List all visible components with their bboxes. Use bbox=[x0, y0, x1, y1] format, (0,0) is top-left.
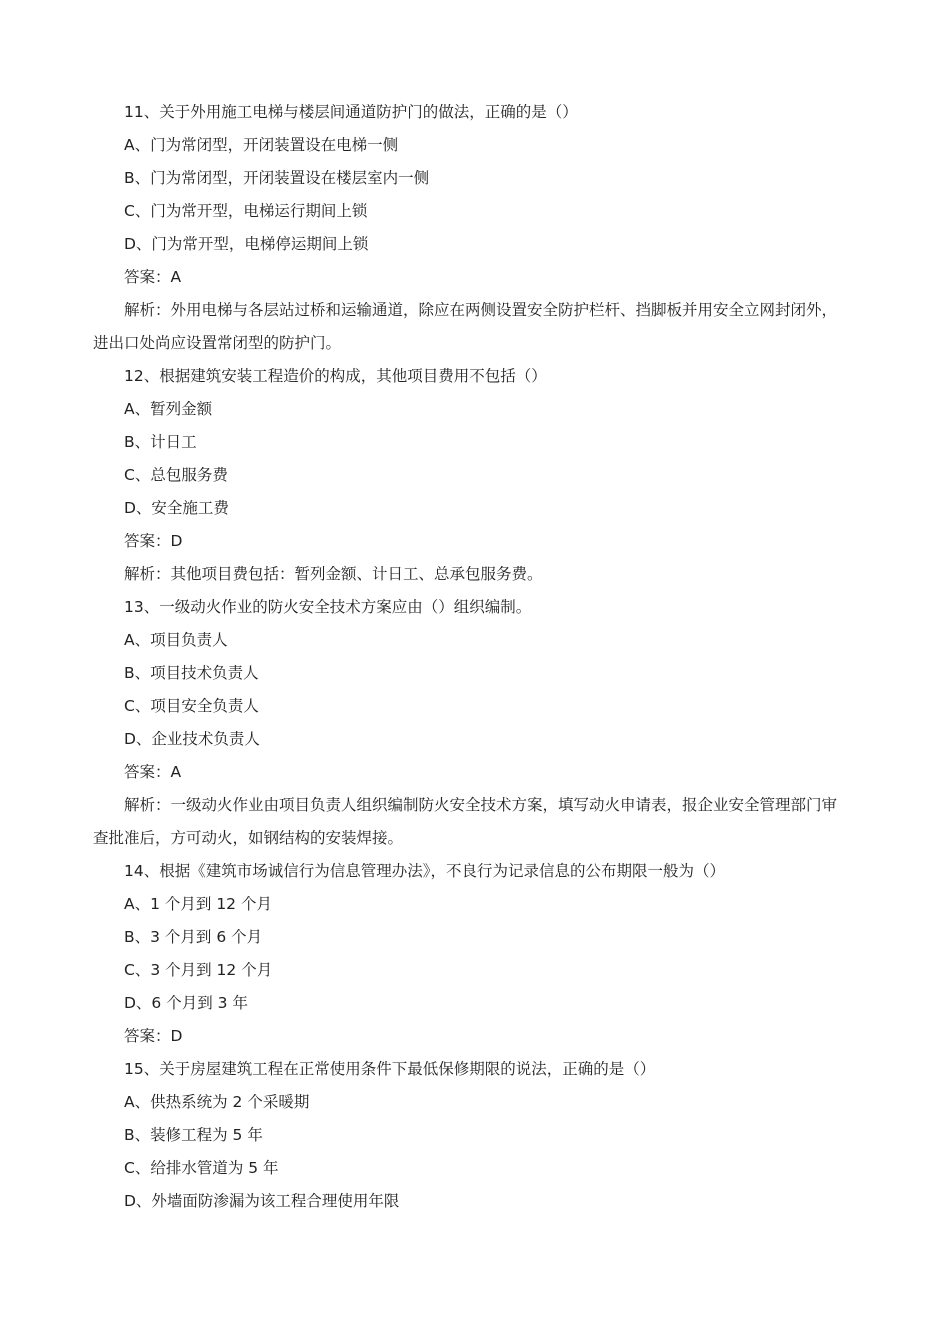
option-c: C、给排水管道为 5 年 bbox=[124, 1159, 279, 1177]
question-stem: 11、关于外用施工电梯与楼层间通道防护门的做法，正确的是（） bbox=[124, 103, 578, 121]
option-b: B、3 个月到 6 个月 bbox=[124, 928, 263, 946]
question-stem: 12、根据建筑安装工程造价的构成，其他项目费用不包括（） bbox=[124, 367, 547, 385]
question-stem: 15、关于房屋建筑工程在正常使用条件下最低保修期限的说法，正确的是（） bbox=[124, 1060, 656, 1078]
question-stem: 14、根据《建筑市场诚信行为信息管理办法》，不良行为记录信息的公布期限一般为（） bbox=[124, 862, 725, 880]
answer: 答案：D bbox=[124, 1027, 183, 1045]
option-b: B、计日工 bbox=[124, 433, 197, 451]
option-d: D、6 个月到 3 年 bbox=[124, 994, 248, 1012]
option-b: B、装修工程为 5 年 bbox=[124, 1126, 263, 1144]
option-a: A、1 个月到 12 个月 bbox=[124, 895, 272, 913]
answer: 答案：D bbox=[124, 532, 183, 550]
question-15 bbox=[93, 1053, 842, 1218]
option-a: A、门为常闭型，开闭装置设在电梯一侧 bbox=[124, 136, 399, 154]
question-13 bbox=[93, 591, 842, 855]
question-14 bbox=[93, 855, 842, 1053]
option-c: C、门为常开型，电梯运行期间上锁 bbox=[124, 202, 368, 220]
option-b: B、门为常闭型，开闭装置设在楼层室内一侧 bbox=[124, 169, 430, 187]
option-c: C、3 个月到 12 个月 bbox=[124, 961, 273, 979]
option-d: D、安全施工费 bbox=[124, 499, 229, 517]
option-b: B、项目技术负责人 bbox=[124, 664, 259, 682]
option-a: A、供热系统为 2 个采暖期 bbox=[124, 1093, 310, 1111]
option-d: D、外墙面防渗漏为该工程合理使用年限 bbox=[124, 1192, 400, 1210]
option-c: C、项目安全负责人 bbox=[124, 697, 259, 715]
option-a: A、暂列金额 bbox=[124, 400, 213, 418]
analysis: 解析：一级动火作业由项目负责人组织编制防火安全技术方案，填写动火申请表，报企业安全管理部门审查批准后，方可动火，如钢结构的安装焊接。 bbox=[93, 796, 838, 847]
analysis: 解析：其他项目费包括：暂列金额、计日工、总承包服务费。 bbox=[124, 565, 543, 583]
option-c: C、总包服务费 bbox=[124, 466, 228, 484]
question-12 bbox=[93, 360, 842, 591]
question-stem: 13、一级动火作业的防火安全技术方案应由（）组织编制。 bbox=[124, 598, 532, 616]
analysis: 解析：外用电梯与各层站过桥和运输通道，除应在两侧设置安全防护栏杆、挡脚板并用安全立网封闭外，进出口处尚应设置常闭型的防护门。 bbox=[93, 301, 838, 352]
answer: 答案：A bbox=[124, 763, 182, 781]
option-d: D、企业技术负责人 bbox=[124, 730, 260, 748]
question-11 bbox=[93, 96, 842, 360]
answer: 答案：A bbox=[124, 268, 182, 286]
option-d: D、门为常开型，电梯停运期间上锁 bbox=[124, 235, 369, 253]
option-a: A、项目负责人 bbox=[124, 631, 228, 649]
